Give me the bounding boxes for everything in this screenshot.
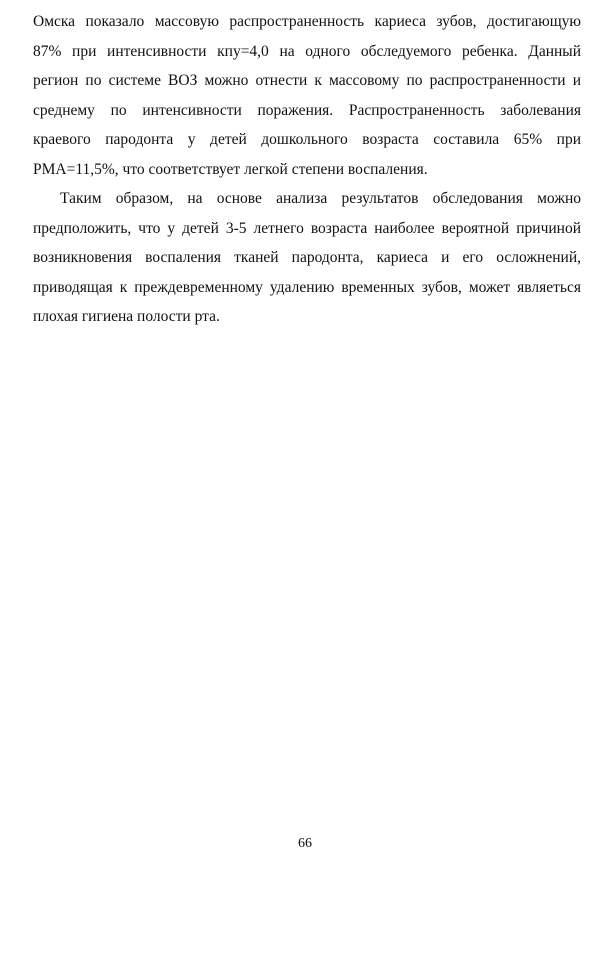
text-line: РМА=11,5%, что соответствует легкой степени воспаления. — [33, 160, 428, 178]
paragraph-2 — [33, 184, 581, 332]
text-line: предположить, что у детей 3-5 летнего возраста наиболее вероятной причиной — [33, 219, 581, 237]
page-number: 66 — [298, 836, 312, 851]
text-line: приводящая к преждевременному удалению временных зубов, может являеться — [33, 278, 581, 296]
text-line: возникновения воспаления тканей пародонта, кариеса и его осложнений, — [33, 249, 581, 266]
text-line: регион по системе ВОЗ можно отнести к массовому по распространенности и — [33, 72, 581, 89]
paragraph-1 — [33, 7, 581, 184]
text-line: краевого пародонта у детей дошкольного возраста составила 65% при — [33, 131, 581, 148]
text-line: среднему по интенсивности поражения. Распространенность заболевания — [33, 101, 581, 119]
text-line: Таким образом, на основе анализа результатов обследования можно — [60, 190, 581, 207]
body-text — [33, 7, 581, 332]
text-line: 87% при интенсивности кпу=4,0 на одного обследуемого ребенка. Данный — [33, 42, 581, 60]
text-line: Омска показало массовую распространенность кариеса зубов, достигающую — [33, 13, 581, 30]
text-line: плохая гигиена полости рта. — [33, 308, 220, 325]
